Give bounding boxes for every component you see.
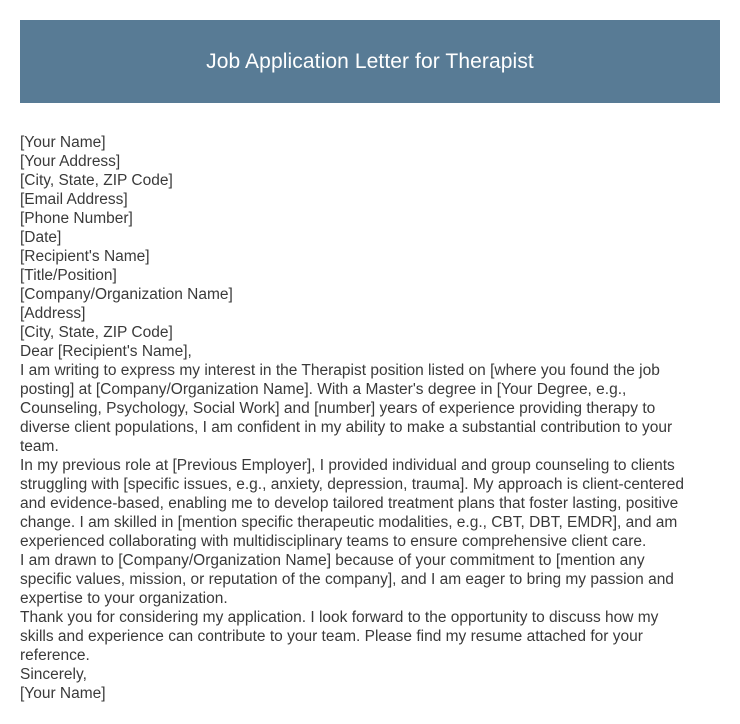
letter-body [20, 133, 720, 703]
paragraph-line: Counseling, Psychology, Social Work] and [number] years of experience providing therapy to [20, 400, 656, 417]
recipient-block [20, 247, 720, 342]
recipient-name: [Recipient's Name] [20, 248, 150, 265]
paragraph-experience [20, 456, 720, 551]
signature-name: [Your Name] [20, 685, 106, 702]
paragraph-line: I am writing to express my interest in the Therapist position listed on [where you found the job [20, 362, 660, 379]
paragraph-closing [20, 608, 720, 665]
paragraph-line: change. I am skilled in [mention specific therapeutic modalities, e.g., CBT, DBT, EMDR], and am [20, 514, 678, 531]
recipient-city-state-zip: [City, State, ZIP Code] [20, 324, 173, 341]
title-banner [20, 20, 720, 103]
paragraph-line: reference. [20, 647, 90, 664]
paragraph-line: experienced collaborating with multidisciplinary teams to ensure comprehensive client care. [20, 533, 647, 550]
sender-address: [Your Address] [20, 153, 121, 170]
paragraph-line: team. [20, 438, 59, 455]
sender-email: [Email Address] [20, 191, 128, 208]
closing: Sincerely, [20, 666, 87, 683]
paragraph-line: Thank you for considering my application. I look forward to the opportunity to discuss how my [20, 609, 659, 626]
paragraph-line: I am drawn to [Company/Organization Name] because of your commitment to [mention any [20, 552, 645, 569]
paragraph-line: diverse client populations, I am confident in my ability to make a substantial contribution to your [20, 419, 673, 436]
letter-date: [Date] [20, 229, 62, 246]
paragraph-line: specific values, mission, or reputation of the company], and I am eager to bring my passion and [20, 571, 674, 588]
paragraph-intro [20, 361, 720, 456]
sender-block [20, 133, 720, 247]
sender-city-state-zip: [City, State, ZIP Code] [20, 172, 173, 189]
paragraph-line: skills and experience can contribute to your team. Please find my resume attached for your [20, 628, 643, 645]
paragraph-line: and evidence-based, enabling me to develop tailored treatment plans that foster lasting, positive [20, 495, 679, 512]
recipient-title: [Title/Position] [20, 267, 117, 284]
paragraph-line: expertise to your organization. [20, 590, 228, 607]
sender-name: [Your Name] [20, 134, 106, 151]
recipient-address: [Address] [20, 305, 86, 322]
sender-phone: [Phone Number] [20, 210, 133, 227]
paragraph-line: posting] at [Company/Organization Name]. With a Master's degree in [Your Degree, e.g., [20, 381, 627, 398]
recipient-company: [Company/Organization Name] [20, 286, 233, 303]
page-title: Job Application Letter for Therapist [206, 49, 534, 73]
paragraph-line: In my previous role at [Previous Employer], I provided individual and group counseling to clients [20, 457, 675, 474]
paragraph-line: struggling with [specific issues, e.g., anxiety, depression, trauma]. My approach is client-centered [20, 476, 684, 493]
salutation: Dear [Recipient's Name], [20, 343, 192, 360]
paragraph-motivation [20, 551, 720, 608]
